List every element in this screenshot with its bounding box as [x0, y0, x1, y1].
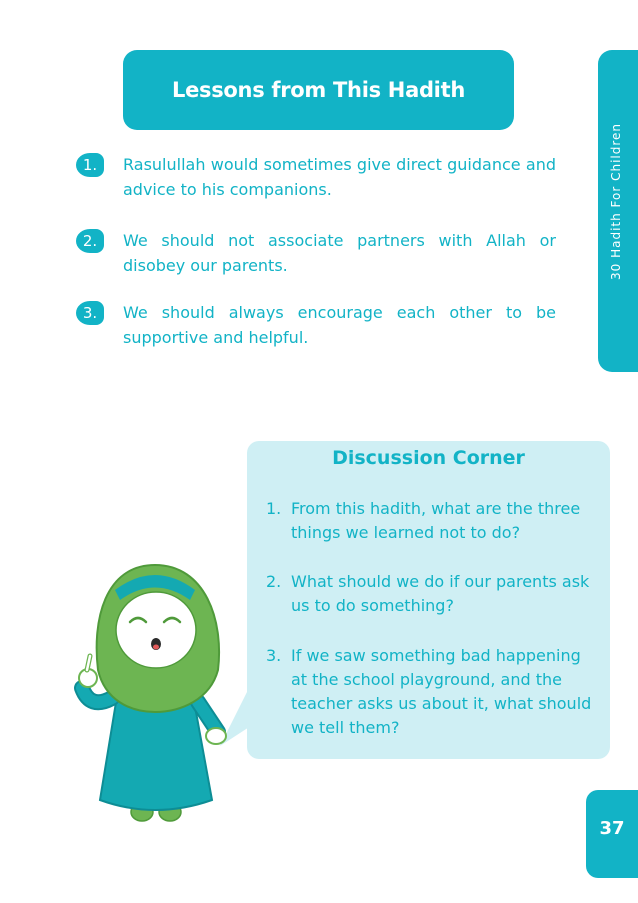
lesson-item: [76, 228, 556, 278]
side-label: 30 Hadith For Children: [609, 122, 623, 280]
lesson-number: 1.: [76, 153, 104, 177]
girl-in-hijab-illustration: [60, 550, 235, 830]
question-text: What should we do if our parents ask us to do something?: [291, 572, 590, 615]
title-banner: [123, 50, 514, 130]
discussion-heading: Discussion Corner: [332, 447, 525, 469]
lesson-number: 2.: [76, 229, 104, 253]
question-number: 2.: [266, 572, 282, 591]
lesson-text: We should not associate partners with Allah or disobey our parents.: [123, 231, 556, 275]
lesson-item: [76, 300, 556, 350]
question-item: [266, 570, 601, 618]
lesson-item: [76, 152, 556, 202]
question-item: [266, 497, 601, 545]
question-number: 1.: [266, 499, 282, 518]
page-title: Lessons from This Hadith: [172, 78, 465, 102]
lesson-text: We should always encourage each other to be supportive and helpful.: [123, 303, 556, 347]
question-text: If we saw something bad happening at the school playground, and the teacher asks us about it, what should we tell them?: [291, 646, 592, 737]
page-number: 37: [599, 818, 625, 839]
question-item: [266, 644, 601, 740]
question-number: 3.: [266, 646, 282, 665]
lesson-text: Rasulullah would sometimes give direct guidance and advice to his companions.: [123, 155, 556, 199]
lesson-number: 3.: [76, 301, 104, 325]
question-text: From this hadith, what are the three things we learned not to do?: [291, 499, 581, 542]
